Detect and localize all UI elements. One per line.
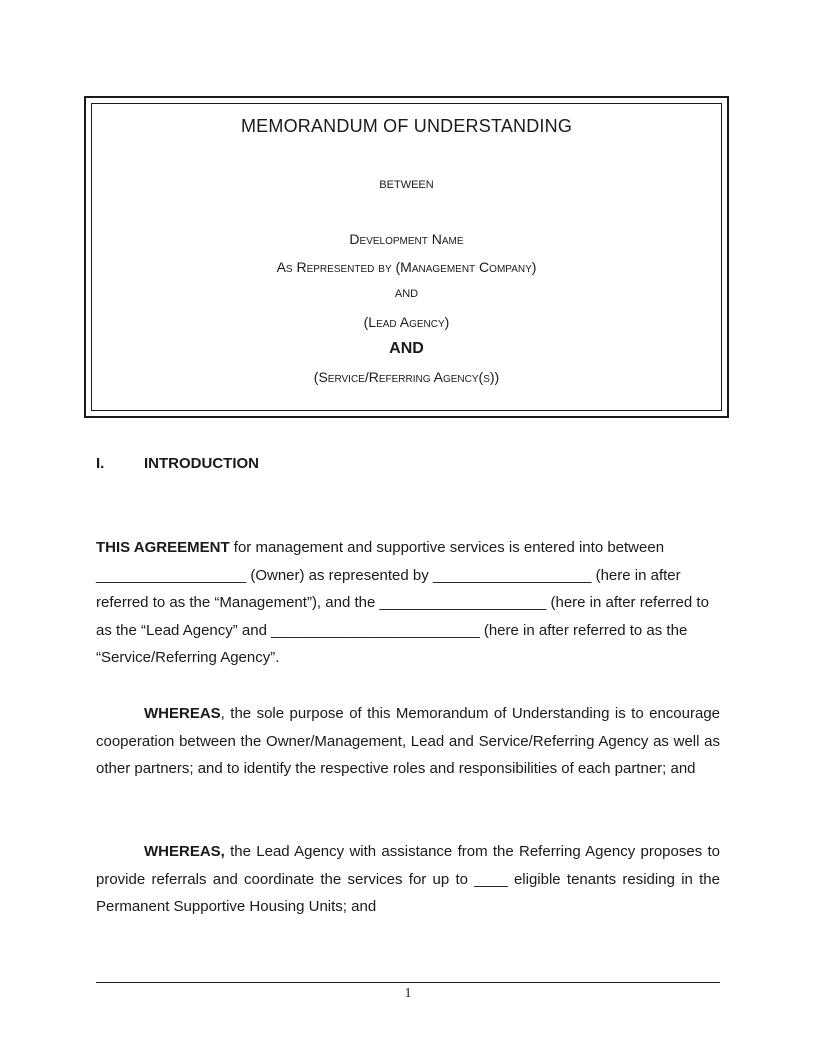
section-heading <box>96 455 259 472</box>
paragraph-body: for management and supportive services is entered into between __________________ (Owner) as represented by ___________________ (here in after referred to as the “Management”), and the ____________________ (here in after referred to as the “Lead Agency” and _________________________ (here in after referred to as the “Service/Referring Agency”. <box>96 539 709 667</box>
development-name: Development Name <box>349 231 464 247</box>
title-box <box>84 96 729 418</box>
between-label: BETWEEN <box>379 179 434 191</box>
represented-by-line: As Represented by (Management Company) <box>276 259 537 275</box>
title-box-inner-border <box>91 103 722 411</box>
and-label: AND <box>394 288 419 300</box>
document-title: MEMORANDUM OF UNDERSTANDING <box>240 116 573 136</box>
and-bold-label: AND <box>389 340 424 357</box>
section-title: INTRODUCTION <box>144 455 259 472</box>
page-number: 1 <box>404 986 412 1001</box>
whereas-paragraph-2 <box>96 838 720 921</box>
paragraph-lead-bold: WHEREAS <box>144 705 221 722</box>
paragraph-lead-bold: WHEREAS, <box>144 843 225 860</box>
paragraph-body: the Lead Agency with assistance from the Referring Agency proposes to provide referrals and coordinate the services for up to ____ eligible tenants residing in the Permanent Supportive Housing Units; and <box>96 843 720 916</box>
service-agency-line: (Service/Referring Agency(s)) <box>313 369 500 385</box>
paragraph-lead-bold: THIS AGREEMENT <box>96 539 230 556</box>
footer-divider <box>96 982 720 983</box>
lead-agency-line: (Lead Agency) <box>363 314 450 330</box>
whereas-paragraph-1 <box>96 700 720 783</box>
paragraph-body: , the sole purpose of this Memorandum of Understanding is to encourage cooperation between the Owner/Management, Lead and Service/Referring Agency as well as other partners; and to identify the respective roles and responsibilities of each partner; and <box>96 705 720 778</box>
section-number: I. <box>96 455 105 472</box>
agreement-paragraph <box>96 534 720 672</box>
